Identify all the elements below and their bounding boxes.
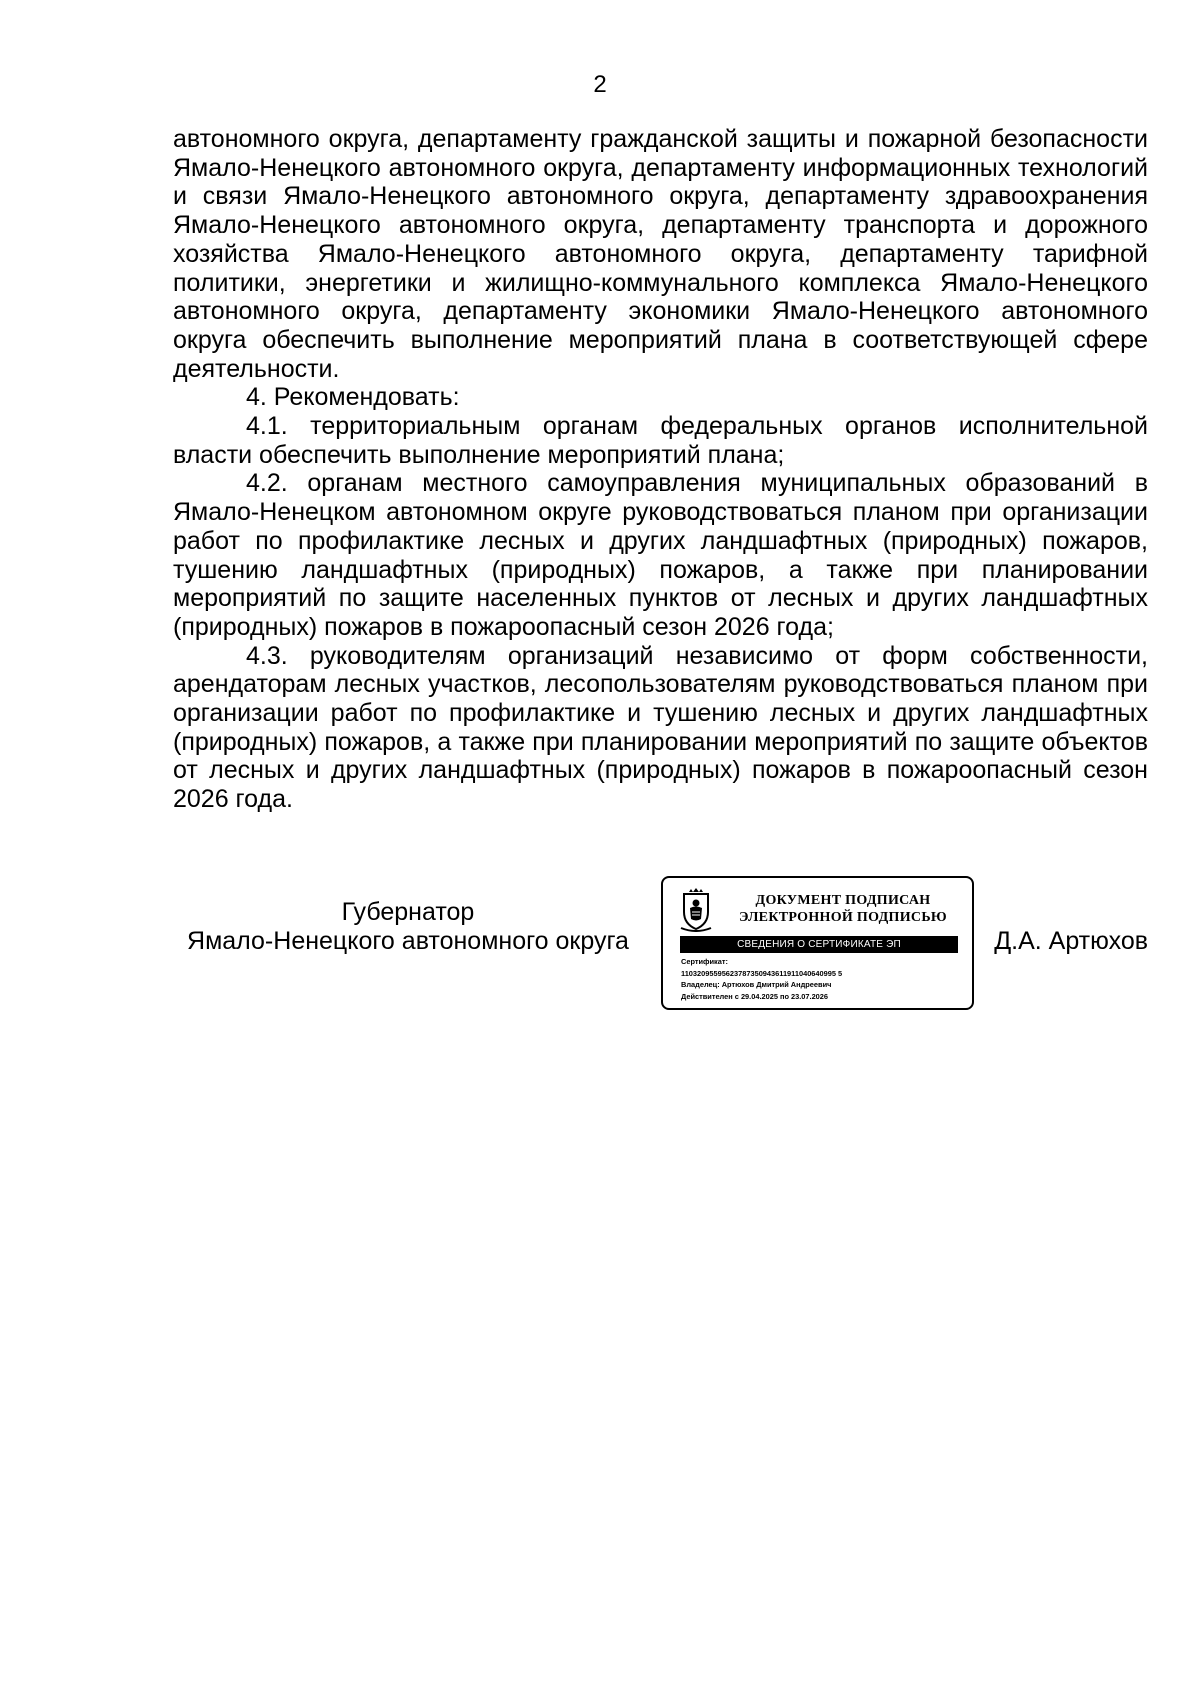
document-body bbox=[173, 125, 1148, 814]
signature-block bbox=[173, 876, 1148, 1016]
signer-name: Д.А. Артюхов bbox=[994, 927, 1148, 955]
certificate-number: 11032095595623787350943611911040640995 5 bbox=[681, 968, 843, 978]
stamp-title bbox=[723, 892, 963, 926]
certificate-validity: Действителен с 29.04.2025 по 23.07.2026 bbox=[681, 991, 829, 1001]
certificate-owner: Владелец: Артюхов Дмитрий Андреевич bbox=[681, 980, 832, 989]
stamp-title-line2: ЭЛЕКТРОННОЙ ПОДПИСЬЮ bbox=[739, 910, 947, 925]
signer-position-line1: Губернатор bbox=[341, 898, 475, 926]
page-number: 2 bbox=[593, 71, 607, 98]
coat-of-arms-icon bbox=[679, 888, 713, 932]
electronic-signature-stamp bbox=[661, 876, 974, 1010]
paragraph-item-4: 4. Рекомендовать: bbox=[246, 383, 460, 412]
stamp-title-line1: ДОКУМЕНТ ПОДПИСАН bbox=[755, 893, 931, 908]
certificate-info-bar: СВЕДЕНИЯ О СЕРТИФИКАТЕ ЭП bbox=[680, 936, 958, 953]
certificate-details bbox=[681, 956, 966, 1002]
paragraph-item-4-1: 4.1. территориальным органам федеральных органов исполнительной власти обеспечить выполнение мероприятий плана; bbox=[173, 412, 1148, 469]
certificate-label: Сертификат: bbox=[681, 957, 728, 966]
signer-position bbox=[173, 898, 643, 956]
signer-position-line2: Ямало-Ненецкого автономного округа bbox=[187, 927, 629, 955]
paragraph-continuation: автономного округа, департаменту гражданской защиты и пожарной безопасности Ямало-Ненецкого автономного округа, департаменту информационных технологий и связи Ямало-Ненецкого автономного округа, департаменту здравоохранения Ямало-Ненецкого автономного округа, департаменту транспорта и дорожного хозяйства Ямало-Ненецкого автономного округа, департаменту тарифной политики, энергетики и жилищно-коммунального комплекса Ямало-Ненецкого автономного округа, департаменту экономики Ямало-Ненецкого автономного округа обеспечить выполнение мероприятий плана в соответствующей сфере деятельности. bbox=[173, 125, 1148, 383]
paragraph-item-4-3: 4.3. руководителям организаций независимо от форм собственности, арендаторам лесных участков, лесопользователям руководствоваться планом при организации работ по профилактике и тушению лесных и других ландшафтных (природных) пожаров, а также при планировании мероприятий по защите объектов от лесных и других ландшафтных (природных) пожаров в пожароопасный сезон 2026 года. bbox=[173, 641, 1148, 814]
paragraph-item-4-2: 4.2. органам местного самоуправления муниципальных образований в Ямало-Ненецком автономном округе руководствоваться планом при организации работ по профилактике лесных и других ландшафтных (природных) пожаров, тушению ландшафтных (природных) пожаров, а также при планировании мероприятий по защите населенных пунктов от лесных и других ландшафтных (природных) пожаров в пожароопасный сезон 2026 года; bbox=[173, 469, 1148, 641]
